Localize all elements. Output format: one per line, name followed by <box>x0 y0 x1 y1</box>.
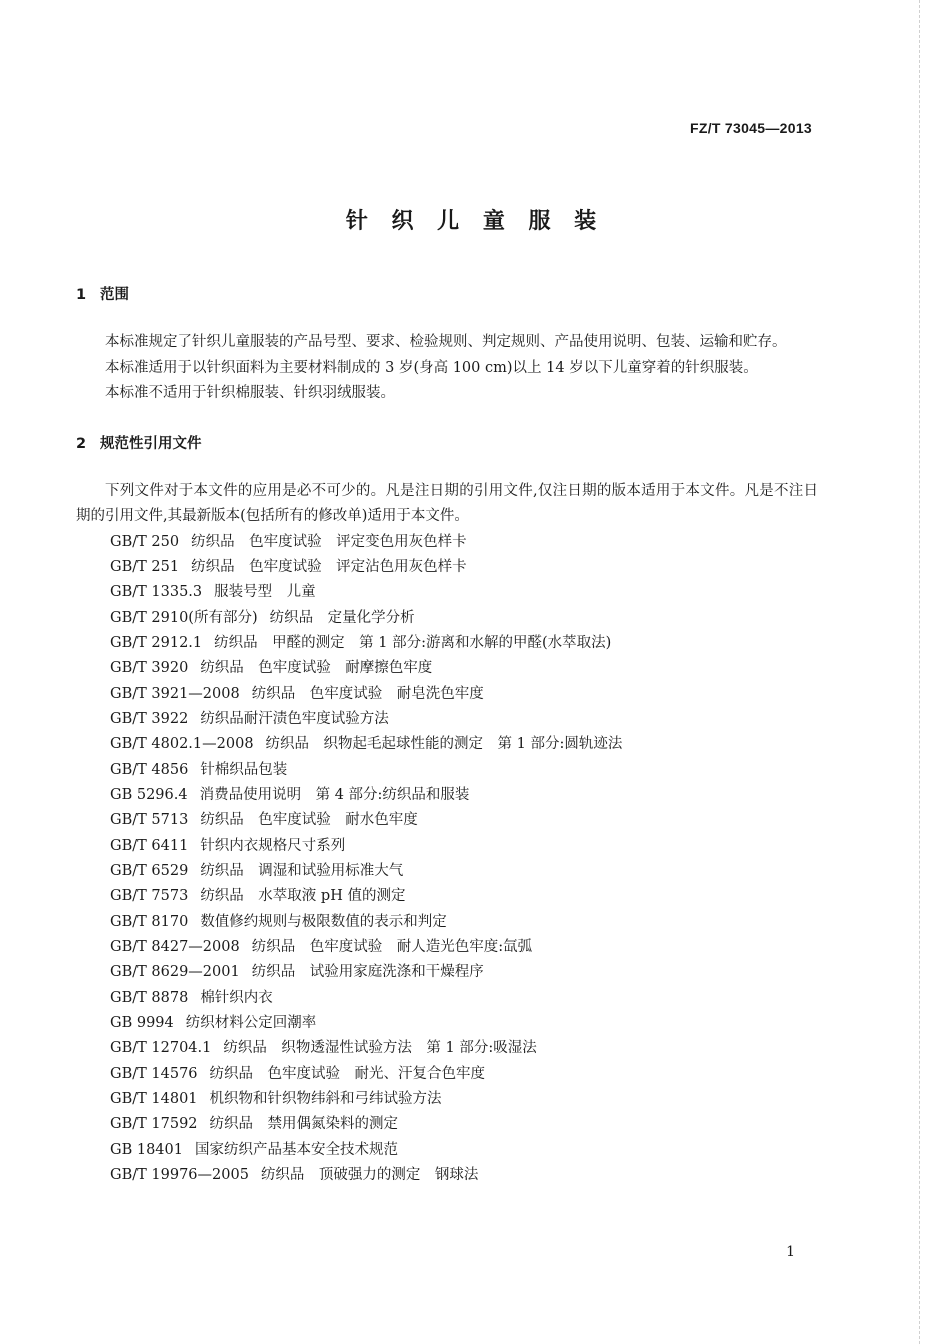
section-title: 范围 <box>100 287 129 303</box>
reference-item <box>76 834 818 859</box>
document-title: 针 织 儿 童 服 装 <box>345 209 605 234</box>
reference-code: GB/T 4856 <box>110 761 189 778</box>
reference-item <box>76 631 818 656</box>
reference-item <box>76 606 818 631</box>
reference-title: 国家纺织产品基本安全技术规范 <box>194 1141 398 1158</box>
reference-title: 服装号型 儿童 <box>214 584 316 601</box>
reference-title: 纺织品 色牢度试验 耐皂洗色牢度 <box>251 685 484 702</box>
reference-code: GB/T 14576 <box>110 1065 198 1082</box>
reference-item <box>76 960 818 985</box>
reference-item <box>76 1112 818 1137</box>
reference-title: 针棉织品包装 <box>200 761 288 778</box>
reference-title: 纺织品耐汗渍色牢度试验方法 <box>200 710 389 727</box>
reference-item <box>76 808 818 833</box>
reference-title: 纺织品 调湿和试验用标准大气 <box>200 862 404 879</box>
reference-title: 纺织品 织物起毛起球性能的测定 第 1 部分:圆轨迹法 <box>265 736 623 753</box>
reference-code: GB/T 19976—2005 <box>110 1167 249 1184</box>
reference-code: GB/T 6411 <box>110 837 189 854</box>
reference-code: GB/T 251 <box>110 558 180 575</box>
reference-code: GB/T 3922 <box>110 710 189 727</box>
reference-item <box>76 1087 818 1112</box>
section-1-heading <box>76 282 818 308</box>
reference-title: 针织内衣规格尺寸系列 <box>200 837 346 854</box>
reference-item <box>76 530 818 555</box>
reference-code: GB/T 5713 <box>110 812 189 829</box>
section-number: 2 <box>76 435 87 452</box>
reference-item <box>76 707 818 732</box>
reference-code: GB/T 250 <box>110 533 180 550</box>
reference-code: GB/T 14801 <box>110 1091 198 1108</box>
reference-title: 纺织品 甲醛的测定 第 1 部分:游离和水解的甲醛(水萃取法) <box>214 634 612 651</box>
reference-title: 纺织品 色牢度试验 耐水色牢度 <box>200 812 418 829</box>
reference-code: GB/T 8427—2008 <box>110 939 240 955</box>
reference-item <box>76 783 818 808</box>
reference-code: GB/T 7573 <box>110 888 189 905</box>
reference-item <box>76 580 818 605</box>
reference-code: GB/T 8629—2001 <box>110 964 240 981</box>
reference-item <box>76 935 818 960</box>
reference-item <box>76 656 818 681</box>
reference-item <box>76 682 818 707</box>
section-number: 1 <box>76 287 87 303</box>
reference-title: 纺织品 水萃取液 pH 值的测定 <box>200 888 406 905</box>
reference-title: 数值修约规则与极限数值的表示和判定 <box>200 913 447 930</box>
reference-title: 纺织品 试验用家庭洗涤和干燥程序 <box>251 964 484 981</box>
reference-item <box>76 1011 818 1036</box>
reference-title: 纺织品 禁用偶氮染料的测定 <box>209 1116 399 1133</box>
reference-code: GB/T 8170 <box>110 913 189 930</box>
reference-item <box>76 859 818 884</box>
reference-code: GB/T 6529 <box>110 862 189 879</box>
document-body <box>76 282 818 1188</box>
reference-code: GB/T 17592 <box>110 1116 198 1133</box>
reference-list <box>76 530 818 1189</box>
reference-item <box>76 758 818 783</box>
reference-code: GB/T 2910(所有部分) <box>110 609 258 626</box>
reference-item <box>76 1138 818 1163</box>
reference-title: 机织物和针织物纬斜和弓纬试验方法 <box>209 1091 442 1108</box>
reference-code: GB/T 8878 <box>110 989 189 1006</box>
document-code: FZ/T 73045—2013 <box>689 120 812 136</box>
reference-title: 纺织品 定量化学分析 <box>269 609 415 626</box>
reference-title: 棉针织内衣 <box>200 989 273 1006</box>
reference-code: GB 18401 <box>110 1141 183 1158</box>
section-1-paragraph: 本标准适用于以针织面料为主要材料制成的 3 岁(身高 100 cm)以上 14 岁以下儿童穿着的针织服装。 <box>105 359 758 376</box>
reference-title: 纺织品 色牢度试验 耐人造光色牢度:氙弧 <box>251 939 533 955</box>
reference-code: GB/T 3920 <box>110 660 189 677</box>
reference-title: 纺织品 色牢度试验 耐光、汗复合色牢度 <box>209 1065 486 1082</box>
reference-code: GB/T 2912.1 <box>110 634 203 651</box>
section-1-paragraph: 本标准不适用于针织棉服装、针织羽绒服装。 <box>105 385 395 401</box>
reference-title: 纺织品 色牢度试验 评定变色用灰色样卡 <box>191 533 467 550</box>
reference-item <box>76 555 818 580</box>
reference-title: 纺织品 顶破强力的测定 钢球法 <box>260 1167 479 1184</box>
page-number: 1 <box>786 1244 795 1260</box>
reference-item <box>76 1062 818 1087</box>
reference-item <box>76 1163 818 1188</box>
reference-title: 纺织品 色牢度试验 评定沾色用灰色样卡 <box>191 558 467 575</box>
reference-code: GB/T 1335.3 <box>110 584 203 601</box>
section-2-paragraph: 下列文件对于本文件的应用是必不可少的。凡是注日期的引用文件,仅注日期的版本适用于本文件。凡是不注日期的引用文件,其最新版本(包括所有的修改单)适用于本文件。 <box>76 482 818 524</box>
reference-item <box>76 884 818 909</box>
reference-code: GB/T 12704.1 <box>110 1040 212 1057</box>
reference-code: GB/T 3921—2008 <box>110 685 240 702</box>
reference-title: 纺织材料公定回潮率 <box>185 1015 317 1032</box>
reference-item <box>76 1036 818 1061</box>
scan-page-edge <box>919 0 920 1344</box>
reference-code: GB 5296.4 <box>110 786 188 803</box>
reference-title: 纺织品 色牢度试验 耐摩擦色牢度 <box>200 660 433 677</box>
section-1-paragraph: 本标准规定了针织儿童服装的产品号型、要求、检验规则、判定规则、产品使用说明、包装、运输和贮存。 <box>105 334 787 350</box>
reference-item <box>76 732 818 757</box>
section-title: 规范性引用文件 <box>100 435 202 452</box>
reference-title: 纺织品 织物透湿性试验方法 第 1 部分:吸湿法 <box>223 1040 537 1057</box>
reference-code: GB/T 4802.1—2008 <box>110 736 254 753</box>
reference-item <box>76 986 818 1011</box>
reference-code: GB 9994 <box>110 1015 174 1032</box>
section-2-heading <box>76 431 818 457</box>
reference-title: 消费品使用说明 第 4 部分:纺织品和服装 <box>199 786 470 803</box>
reference-item <box>76 910 818 935</box>
